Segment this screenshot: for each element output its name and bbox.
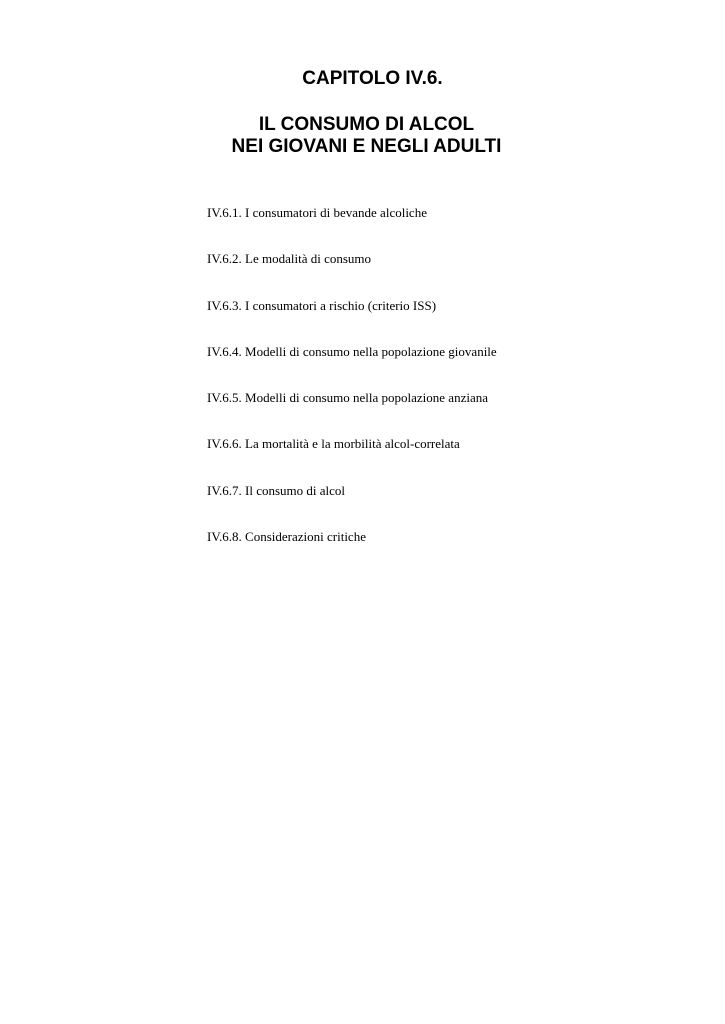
chapter-number: CAPITOLO IV.6.	[302, 68, 443, 89]
chapter-title-line-2: NEI GIOVANI E NEGLI ADULTI	[231, 136, 502, 157]
chapter-title	[0, 114, 725, 158]
toc-item-iv-6-3: IV.6.3. I consumatori a rischio (criterio ISS)	[207, 297, 437, 313]
toc-item-iv-6-1: IV.6.1. I consumatori di bevande alcoliche	[207, 205, 427, 220]
toc-item-iv-6-7: IV.6.7. Il consumo di alcol	[207, 482, 346, 498]
chapter-title-line-1: IL CONSUMO DI ALCOL	[258, 114, 475, 135]
chapter-heading	[0, 68, 725, 158]
toc-item-iv-6-6: IV.6.6. La mortalità e la morbilità alcol-correlata	[207, 436, 460, 452]
toc-item-iv-6-8: IV.6.8. Considerazioni critiche	[207, 529, 366, 545]
toc-item-iv-6-4: IV.6.4. Modelli di consumo nella popolazione giovanile	[207, 343, 497, 359]
toc-item-iv-6-2: IV.6.2. Le modalità di consumo	[207, 251, 372, 267]
table-of-contents	[207, 205, 497, 575]
toc-item-iv-6-5: IV.6.5. Modelli di consumo nella popolazione anziana	[207, 390, 488, 406]
